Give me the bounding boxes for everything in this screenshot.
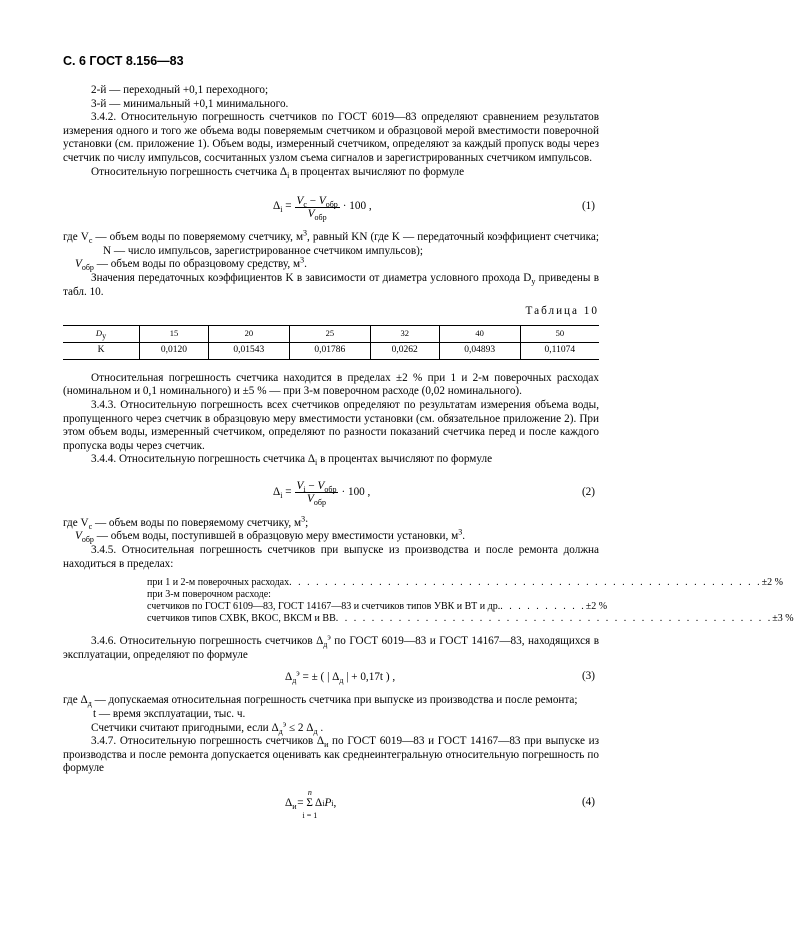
paragraph-suitability: Счетчики считают пригодными, если $\Delta_д^э \le 2$ $\Delta_д$ . [91, 718, 324, 736]
table-row-label: K [63, 342, 140, 359]
list-item: при 1 и 2-м поверочных расходах . . . . . . . . . . . . . . . . . . . . . . . . . . . . . . . . . . . . . . . . . . . . . . . . . . . . . ±2 % [147, 577, 783, 589]
table-caption: Таблица 10 [525, 305, 599, 318]
paragraph-3-4-2: 3.4.2. Относительную погрешность счетчиков по ГОСТ 6019—83 определяют сравнением результатов измерения одного и того же объема воды поверяемым счетчиком и образцовой мерой вместимости поверочной установки (см. приложение 1). Объем воды, измеренный счетчиком, определяют за каждый пропуск воды через счетчик по числу импульсов, сосчитанных узлом съема сигналов и зарегистрированных счетчиком импульсов. [63, 111, 599, 164]
formula-1: $\Delta_i$ = $\frac{V_с - V_{обр}}{V_{обр}}$ · 100 , (1) [273, 194, 595, 222]
formula-number-4: (4) [581, 796, 595, 808]
text-column [63, 84, 794, 828]
table-header-row [63, 325, 599, 342]
table-header-cell: 40 [439, 325, 520, 342]
limits-list [147, 577, 794, 625]
paragraph-formula-intro-1: Относительную погрешность счетчика $\Delta_i$ в процентах вычисляют по формуле [91, 165, 465, 180]
page-header: С. 6 ГОСТ 8.156—83 [63, 54, 184, 68]
formula-number-1: (1) [581, 200, 595, 213]
table-header-cell: 15 [140, 325, 209, 342]
formula-number-3: (3) [581, 670, 595, 683]
formula-number-2: (2) [581, 485, 595, 498]
table-10 [63, 325, 599, 360]
table-cell: 0,04893 [439, 342, 520, 359]
formula-2: $\Delta_i$ = $\frac{V_i - V_{обр}}{V_{обр}}$ · 100 , (2) [273, 480, 595, 508]
table-cell: 0,01786 [289, 342, 370, 359]
paragraph-3-4-5: 3.4.5. Относительная погрешность счетчиков при выпуске из производства и после ремонта должна находиться в пределах: [63, 544, 599, 570]
table-row [63, 342, 599, 359]
formula-3: $\Delta_д^э$ = ± ( | $\Delta_д$ | + 0,17t ) , (3) [285, 667, 595, 685]
list-item: при 3-м поверочном расходе: [147, 589, 271, 601]
table-cell: 0,0262 [370, 342, 439, 359]
line-3rd: 3-й — минимальный +0,1 минимального. [91, 97, 289, 110]
where-1: где $V_с$ — объем воды по поверяемому счетчику, $м^3$, равный KN (где K — передаточный коэффициент счетчика; N — число импульсов, зарегистрированное счетчиком импульсов); [63, 228, 599, 257]
table-cell: 0,11074 [520, 342, 599, 359]
where-3: где $\Delta_д$ — допускаемая относительная погрешность счетчика при выпуске из производства и после ремонта; [63, 694, 578, 709]
line-2nd: 2-й — переходный +0,1 переходного; [91, 84, 269, 96]
formula-4: $\Delta_и$ n i = 1 = Σ Δ i P i , (4) [285, 788, 595, 820]
paragraph-k-values: Значения передаточных коэффициентов K в зависимости от диаметра условного прохода $D_у$ приведены в табл. 10. [63, 271, 599, 298]
list-item: счетчиков по ГОСТ 6109—83, ГОСТ 14167—83 и счетчиков типов УВК и ВТ и др. . . . . . . . . . . ±2 % [147, 601, 608, 613]
paragraph-3-4-6: 3.4.6. Относительную погрешность счетчиков $\Delta_д^э$ по ГОСТ 6019—83 и ГОСТ 14167—83, находящихся в эксплуатации, определяют по формуле [63, 632, 599, 661]
table-cell: 0,0120 [140, 342, 209, 359]
list-item: счетчиков типов СХВК, ВКОС, ВКСМ и ВВ . . . . . . . . . . . . . . . . . . . . . . . . . . . . . . . . . . . . . . . . . . . . . . . . . ±3 % [147, 613, 794, 625]
table-cell: 0,01543 [208, 342, 289, 359]
where-3-t: t — время эксплуатации, тыс. ч. [93, 708, 246, 721]
where-2: где $V_с$ — объем воды по поверяемому счетчику, $м^3$; [63, 514, 309, 532]
where-2-vobr: $V_{обр}$ — объем воды, поступившей в образцовую меру вместимости установки, $м^3$. [75, 527, 466, 545]
table-header-cell: 20 [208, 325, 289, 342]
table-header-dy: $D_у$ [63, 325, 140, 342]
where-1-vobr: $V_{обр}$ — объем воды по образцовому средству, $м^3$. [75, 255, 307, 273]
paragraph-3-4-3: 3.4.3. Относительную погрешность всех счетчиков определяют по результатам измерения объема воды, пропущенного через счетчик в образцовую меру вместимости установки (см. обязательное приложение 2). При этом объем воды, измеренный счетчиком, определяют по разности показаний счетчика перед и после каждого пропуска воды через счетчик. [63, 398, 599, 452]
paragraph-3-4-4: 3.4.4. Относительную погрешность счетчика $\Delta_i$ в процентах вычисляют по формуле [91, 453, 493, 468]
table-header-cell: 25 [289, 325, 370, 342]
table-header-cell: 50 [520, 325, 599, 342]
paragraph-error-limits: Относительная погрешность счетчика находится в пределах ±2 % при 1 и 2-м поверочных расходах (номинальном и 0,1 номинального) и ±5 % — при 3-м поверочном расходе (0,02 номинального). [63, 371, 599, 398]
table-header-cell: 32 [370, 325, 439, 342]
paragraph-3-4-7: 3.4.7. Относительную погрешность счетчиков $\Delta_и$ по ГОСТ 6019—83 и ГОСТ 14167—83 при выпуске из производства и после ремонта допускается оценивать как среднеинтегральную относительную погрешность по формуле [63, 735, 599, 775]
